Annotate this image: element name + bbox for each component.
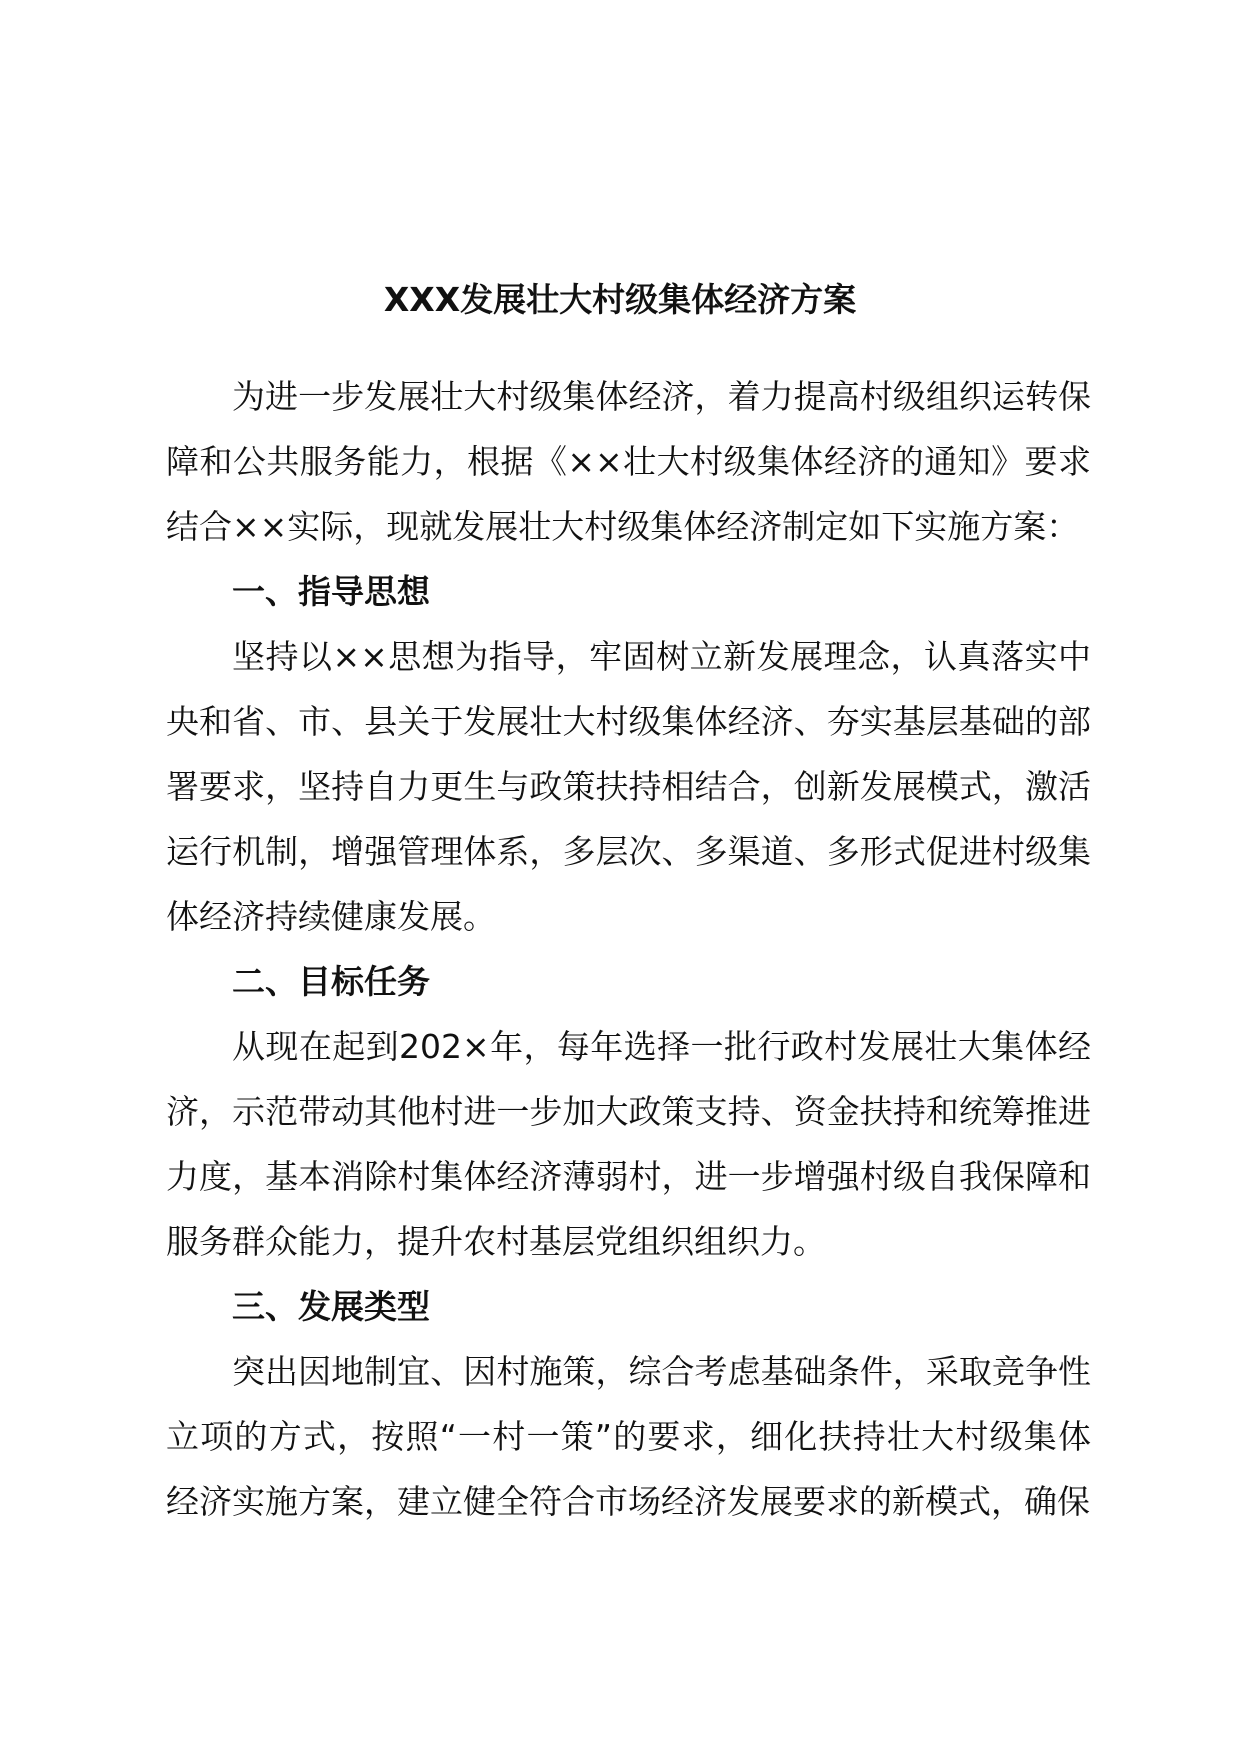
document-title: XXX发展壮大村级集体经济方案 — [383, 280, 857, 319]
section-heading-development-types: 三、发展类型 — [232, 1287, 430, 1326]
section-paragraph-guiding-ideology: 坚持以××思想为指导，牢固树立新发展理念，认真落实中央和省、市、县关于发展壮大村级集体经济、夯实基层基础的部署要求，坚持自力更生与政策扶持相结合，创新发展模式，激活运行机制，增强管理体系，多层次、多渠道、多形式促进村级集体经济持续健康发展。 — [166, 637, 1091, 936]
section-heading-guiding-ideology: 一、指导思想 — [232, 572, 430, 611]
section-heading-goals-tasks: 二、目标任务 — [232, 962, 430, 1001]
document-body — [166, 364, 1091, 1534]
section-paragraph-goals-tasks: 从现在起到202×年，每年选择一批行政村发展壮大集体经济，示范带动其他村进一步加大政策支持、资金扶持和统筹推进力度，基本消除村集体经济薄弱村，进一步增强村级自我保障和服务群众能力，提升农村基层党组织组织力。 — [166, 1027, 1091, 1261]
intro-paragraph: 为进一步发展壮大村级集体经济，着力提高村级组织运转保障和公共服务能力，根据《××壮大村级集体经济的通知》要求结合××实际，现就发展壮大村级集体经济制定如下实施方案： — [166, 377, 1091, 546]
section-paragraph-development-types: 突出因地制宜、因村施策，综合考虑基础条件，采取竞争性立项的方式，按照“一村一策”的要求，细化扶持壮大村级集体经济实施方案，建立健全符合市场经济发展要求的新模式，确保 — [166, 1352, 1091, 1521]
